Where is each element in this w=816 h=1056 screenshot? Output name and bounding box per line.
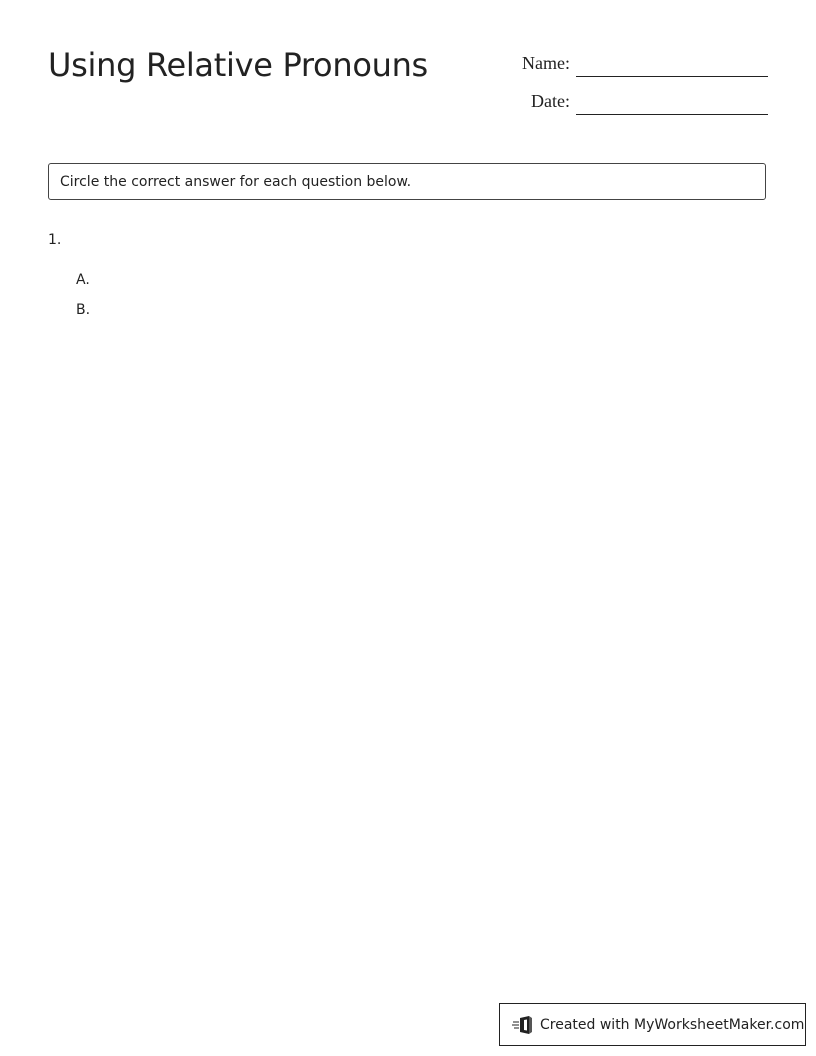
date-line[interactable]: [576, 114, 768, 115]
worksheet-title: Using Relative Pronouns: [48, 46, 428, 84]
answer-option-b[interactable]: B.: [76, 302, 91, 318]
name-line[interactable]: [576, 76, 768, 77]
date-label: Date:: [531, 91, 570, 111]
name-label: Name:: [522, 53, 570, 73]
footer-credit-badge: [499, 1003, 806, 1046]
worksheet-maker-logo-icon: [512, 1014, 534, 1036]
instructions-box: [48, 163, 766, 200]
footer-credit-text: Created with MyWorksheetMaker.com: [540, 1016, 805, 1033]
question-number: 1.: [48, 232, 62, 248]
answer-option-a[interactable]: A.: [76, 272, 90, 288]
instructions-text: Circle the correct answer for each question below.: [60, 174, 412, 190]
